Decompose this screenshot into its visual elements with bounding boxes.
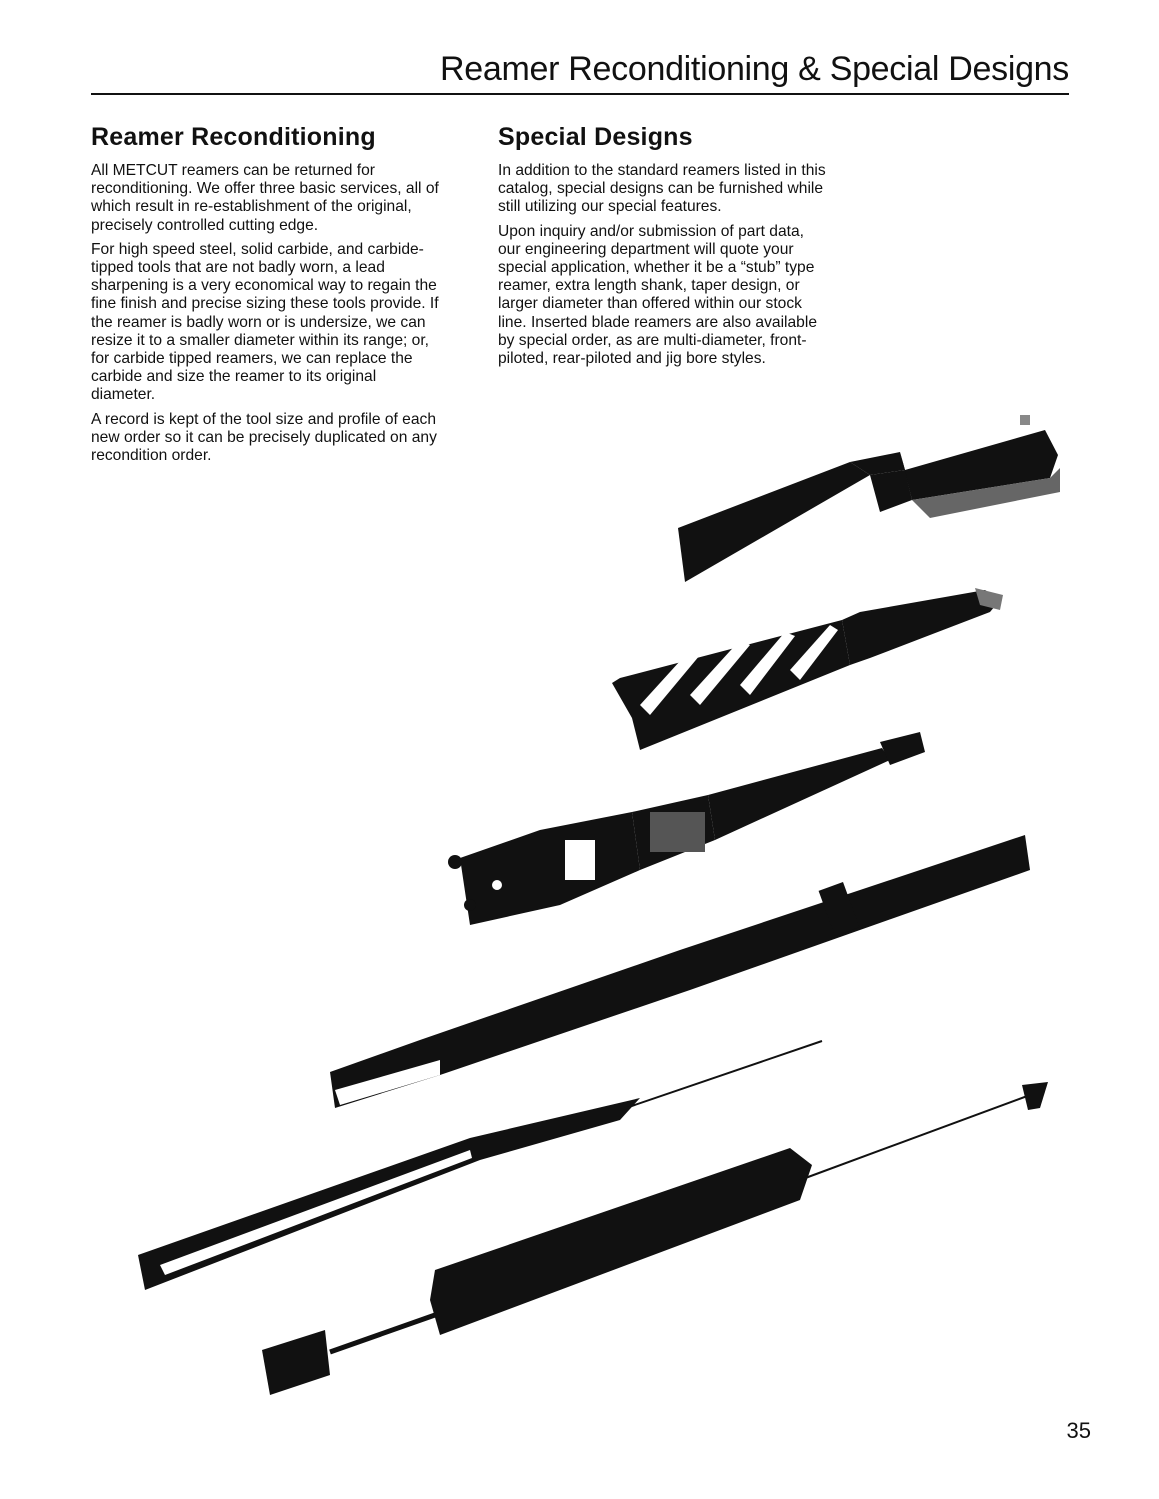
page-title: Reamer Reconditioning & Special Designs bbox=[440, 50, 1069, 88]
title-rule bbox=[91, 93, 1069, 95]
reconditioning-paragraph-1: All METCUT reamers can be returned for reconditioning. We offer three basic services, all of which result in re-establishment of the original, precisely controlled cutting edge. bbox=[91, 162, 439, 234]
piloted-reamer-image bbox=[138, 1041, 822, 1290]
spiral-flute-reamer-image bbox=[612, 588, 1003, 750]
page-number: 35 bbox=[1066, 1418, 1091, 1443]
reconditioning-paragraph-2: For high speed steel, solid carbide, and carbide-tipped tools that are not badly worn, a lead sharpening is a very economical way to regain the fine finish and precise sizing these tools provide. If the reamer is badly worn or is undersize, we can resize it to a smaller diameter within its range; or, for carbide tipped reamers, we can replace the carbide and size the reamer to its original diameter. bbox=[91, 240, 439, 404]
taper-reamer-image bbox=[678, 415, 1060, 582]
special-designs-section bbox=[498, 123, 828, 374]
special-designs-paragraph-2: Upon inquiry and/or submission of part data, our engineering department will quote your special application, whether it be a “stub” type reamer, extra length shank, taper design, or larger diameter than offered within our stock line. Inserted blade reamers are also available by special order, as are multi-diameter, front-piloted, rear-piloted and jig bore styles. bbox=[498, 222, 817, 368]
extension-reamer-image bbox=[262, 1082, 1048, 1395]
reconditioning-paragraph-3: A record is kept of the tool size and profile of each new order so it can be precisely duplicated on any recondition order. bbox=[91, 410, 437, 465]
long-shank-reamer-image bbox=[330, 835, 1030, 1108]
reamers-illustration bbox=[120, 400, 1080, 1410]
reconditioning-heading: Reamer Reconditioning bbox=[91, 123, 376, 151]
special-designs-heading: Special Designs bbox=[498, 123, 693, 151]
special-designs-paragraph-1: In addition to the standard reamers listed in this catalog, special designs can be furnished while still utilizing our special features. bbox=[498, 162, 826, 216]
